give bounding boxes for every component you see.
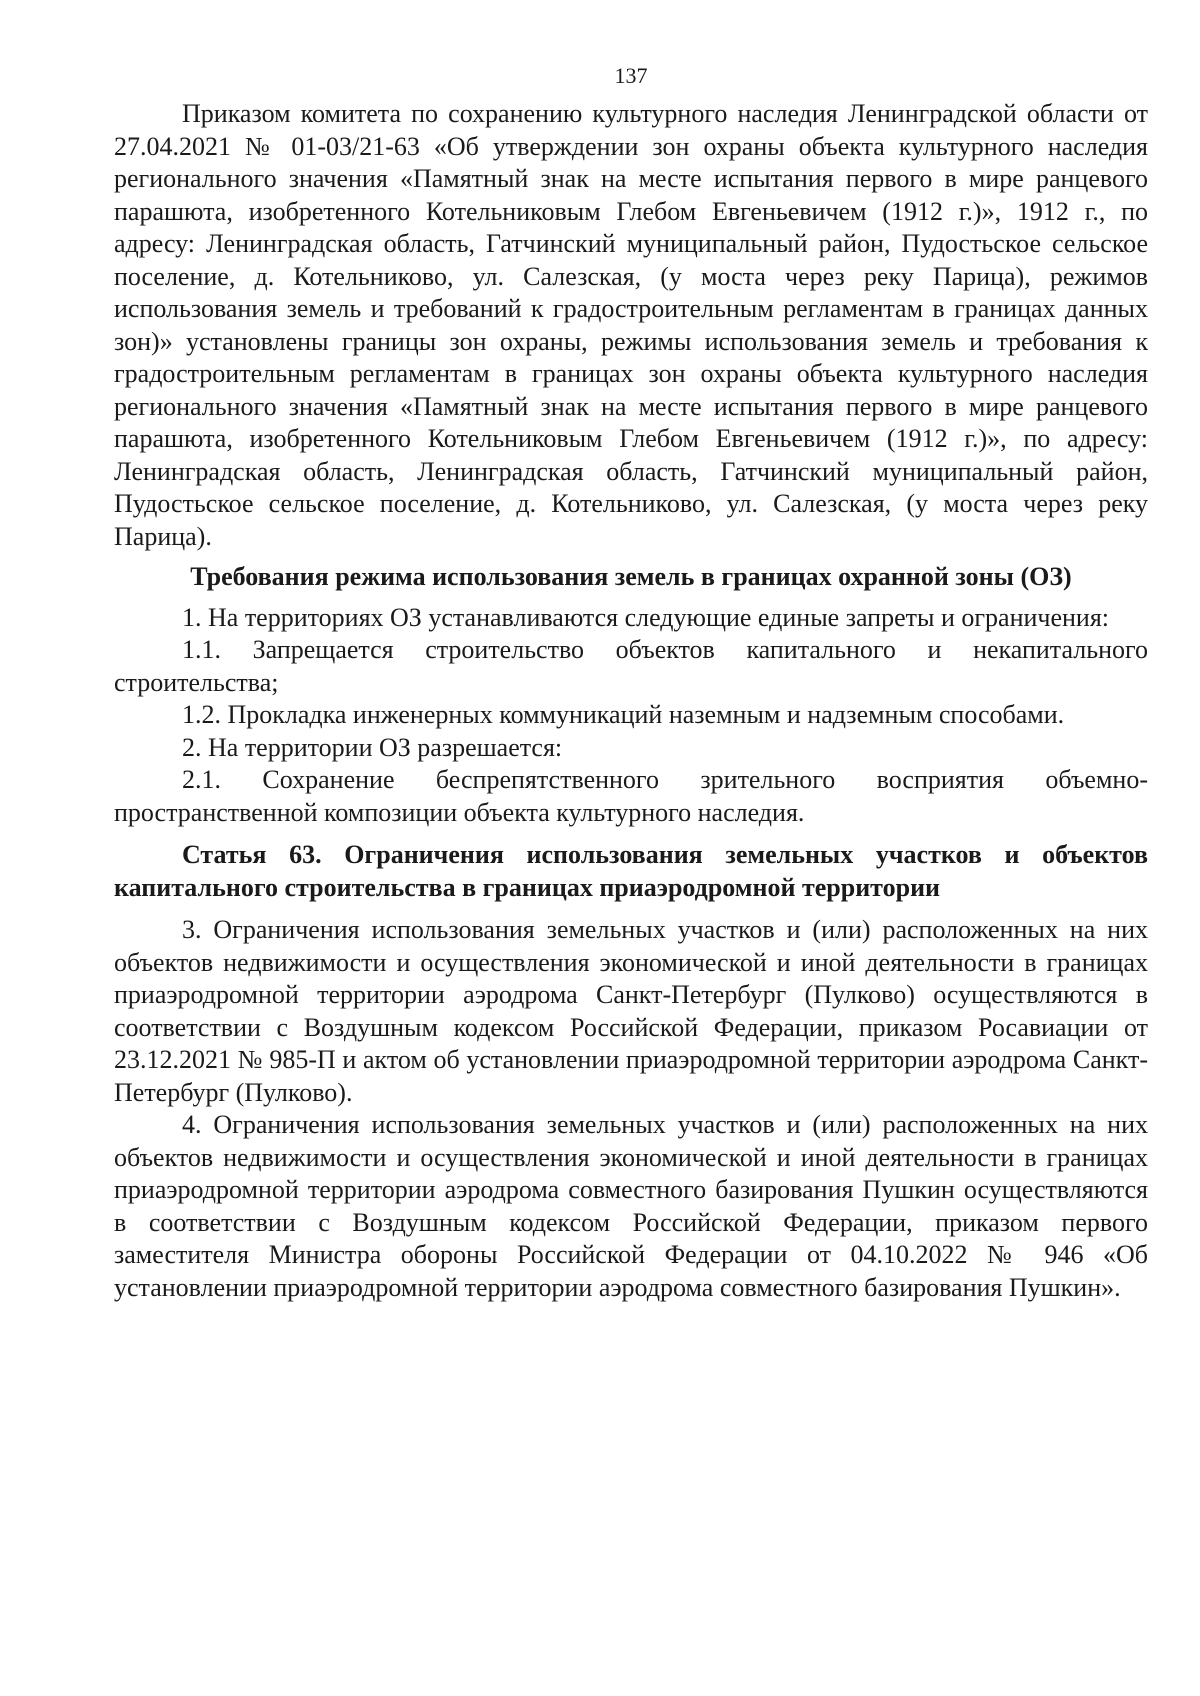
section-item-2: 2. На территории ОЗ разрешается: (182, 732, 563, 762)
section-item-1-2: 1.2. Прокладка инженерных коммуникаций наземным и надземным способами. (182, 700, 1065, 729)
document-page (114, 60, 1148, 1304)
article-item-3: 3. Ограничения использования земельных участков и (или) расположенных на них объектов недвижимости и осуществления экономической и иной деятельности в границах приаэродромной территории аэродрома Санкт-Петербург (Пулково) осуществляются в соответствии с Воздушным кодексом Российской Федерации, приказом Росавиации от 23.12.2021 № 985-П и актом об установлении приаэродромной территории аэродрома Санкт-Петербург (Пулково). (114, 915, 1148, 1107)
section-item-2-1: 2.1. Сохранение беспрепятственного зрительного восприятия объемно-пространственной композиции объекта культурного наследия. (114, 765, 1148, 827)
section-item-1: 1. На территориях ОЗ устанавливаются следующие единые запреты и ограничения: (182, 602, 1110, 632)
article-item-4: 4. Ограничения использования земельных участков и (или) расположенных на них объектов недвижимости и осуществления экономической и иной деятельности в границах приаэродромной территории аэродрома совместного базирования Пушкин осуществляются в соответствии с Воздушным кодексом Российской Федерации, приказом первого заместителя Министра обороны Российской Федерации от 04.10.2022 № 946 «Об установлении приаэродромной территории аэродрома совместного базирования Пушкин». (114, 1110, 1148, 1302)
intro-paragraph: Приказом комитета по сохранению культурного наследия Ленинградской области от 27.04.2021 № 01-03/21-63 «Об утверждении зон охраны объекта культурного наследия регионального значения «Памятный знак на месте испытания первого в мире ранцевого парашюта, изобретенного Котельниковым Глебом Евгеньевичем (1912 г.)», 1912 г., по адресу: Ленинградская область, Гатчинский муниципальный район, Пудостьское сельское поселение, д. Котельниково, ул. Салезская, (у моста через реку Парица), режимов использования земель и требований к градостроительным регламентам в границах данных зон)» установлены границы зон охраны, режимы использования земель и требования к градостроительным регламентам в границах зон охраны объекта культурного наследия регионального значения «Памятный знак на месте испытания первого в мире ранцевого парашюта, изобретенного Котельниковым Глебом Евгеньевичем (1912 г.)», по адресу: Ленинградская область, Ленинградская область, Гатчинский муниципальный район, Пудостьское сельское поселение, д. Котельниково, ул. Салезская, (у моста через реку Парица). (114, 99, 1148, 551)
article-heading: Статья 63. Ограничения использования земельных участков и объектов капитального строительства в границах приаэродромной территории (114, 840, 1148, 902)
section-item-1-1: 1.1. Запрещается строительство объектов капитального и некапитального строительства; (114, 635, 1148, 697)
section-heading: Требования режима использования земель в границах охранной зоны (ОЗ) (190, 562, 1072, 591)
page-number: 137 (614, 63, 648, 88)
